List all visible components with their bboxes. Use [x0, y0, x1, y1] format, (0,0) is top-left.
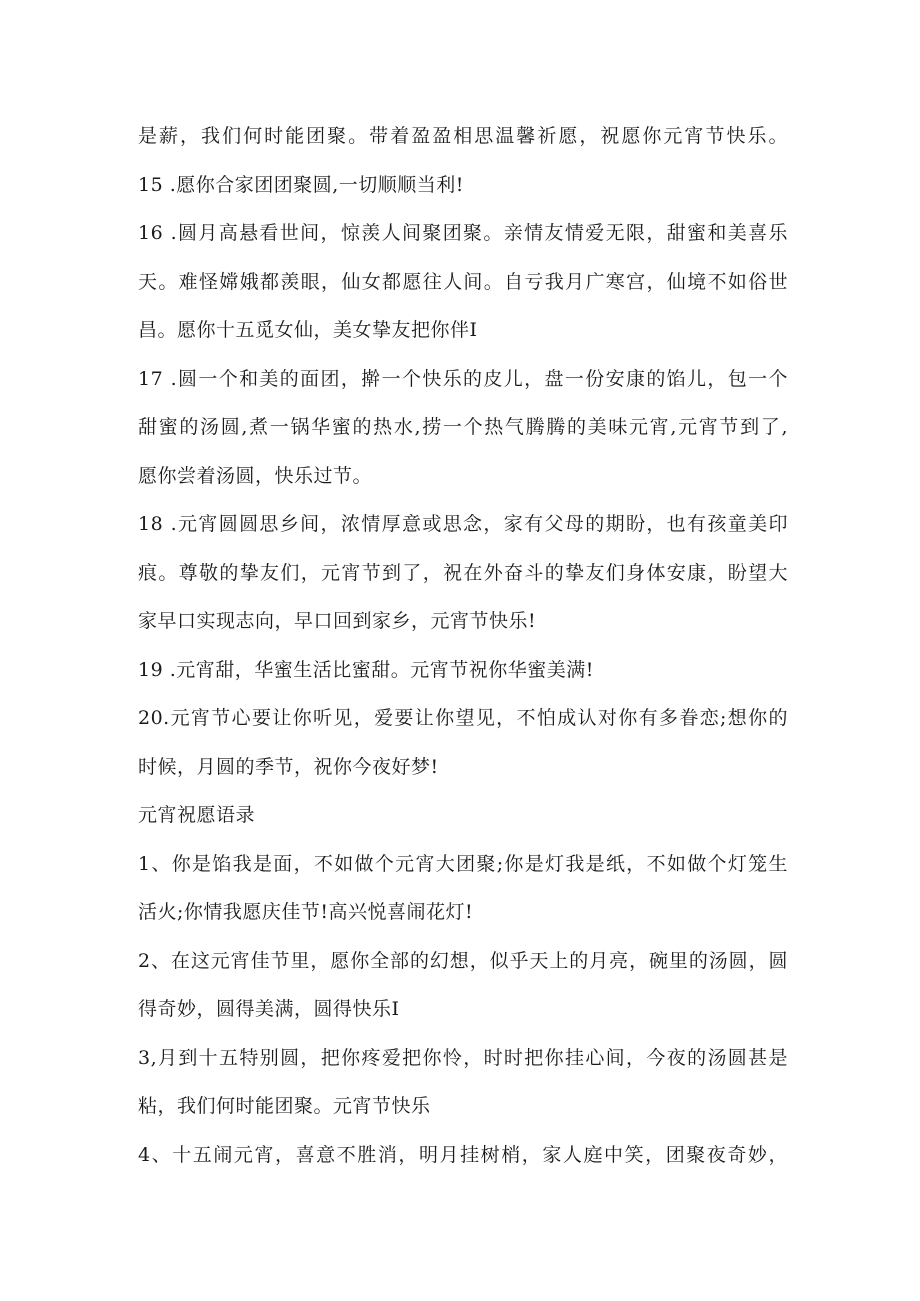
text-line: 家早口实现志向，早口回到家乡，元宵节快乐!	[138, 610, 537, 632]
text-line: 18 .元宵圆圆思乡间，浓情厚意或思念，家有父母的期盼，也有孩童美印	[138, 513, 788, 535]
text-line: 甜蜜的汤圆,煮一锅华蜜的热水,捞一个热气腾腾的美味元宵,元宵节到了,	[138, 416, 788, 438]
text-line: 19 .元宵甜，华蜜生活比蜜甜。元宵节祝你华蜜美满!	[138, 658, 594, 681]
document-text-block	[138, 112, 788, 1179]
text-line: 2、在这元宵佳节里，愿你全部的幻想，似乎天上的月亮，碗里的汤圆，圆	[138, 949, 788, 972]
text-line: 昌。愿你十五觅女仙，美女挚友把你伴I	[138, 319, 478, 341]
text-line: 活火;你情我愿庆佳节!高兴悦喜闹花灯!	[138, 901, 474, 923]
text-line: 痕。尊敬的挚友们，元宵节到了，祝在外奋斗的挚友们身体安康，盼望大	[138, 561, 788, 584]
text-line: 天。难怪嫦娥都羡眼，仙女都愿往人间。自亏我月广寒宫，仙境不如俗世	[138, 270, 788, 293]
text-line: 得奇妙，圆得美满，圆得快乐I	[138, 998, 400, 1020]
text-line: 粘，我们何时能团聚。元宵节快乐	[138, 1095, 431, 1117]
text-line: 20.元宵节心要让你听见，爱要让你望见，不怕成认对你有多眷恋;想你的	[138, 707, 788, 729]
text-line: 时候，月圆的季节，祝你今夜好梦!	[138, 755, 439, 778]
text-line: 16 .圆月高悬看世间，惊羡人间聚团聚。亲情友情爱无限，甜蜜和美喜乐	[138, 222, 788, 244]
text-line: 是薪，我们何时能团聚。带着盈盈相思温馨祈愿，祝愿你元宵节快乐。	[138, 125, 788, 147]
text-line: 3,月到十五特别圆，把你疼爱把你怜，时时把你挂心间，今夜的汤圆甚是	[138, 1046, 788, 1069]
text-line: 1、你是馅我是面，不如做个元宵大团聚;你是灯我是纸，不如做个灯笼生	[138, 852, 788, 875]
text-line: 元宵祝愿语录	[138, 804, 256, 826]
text-line: 17 .圆一个和美的面团，擀一个快乐的皮儿，盘一份安康的馅儿，包一个	[138, 367, 788, 390]
text-line: 15 .愿你合家团团聚圆,一切顺顺当利!	[138, 173, 464, 196]
text-line: 4、十五闹元宵，喜意不胜消，明月挂树梢，家人庭中笑，团聚夜奇妙，	[138, 1143, 788, 1166]
text-line: 愿你尝着汤圆，快乐过节。	[138, 464, 373, 487]
